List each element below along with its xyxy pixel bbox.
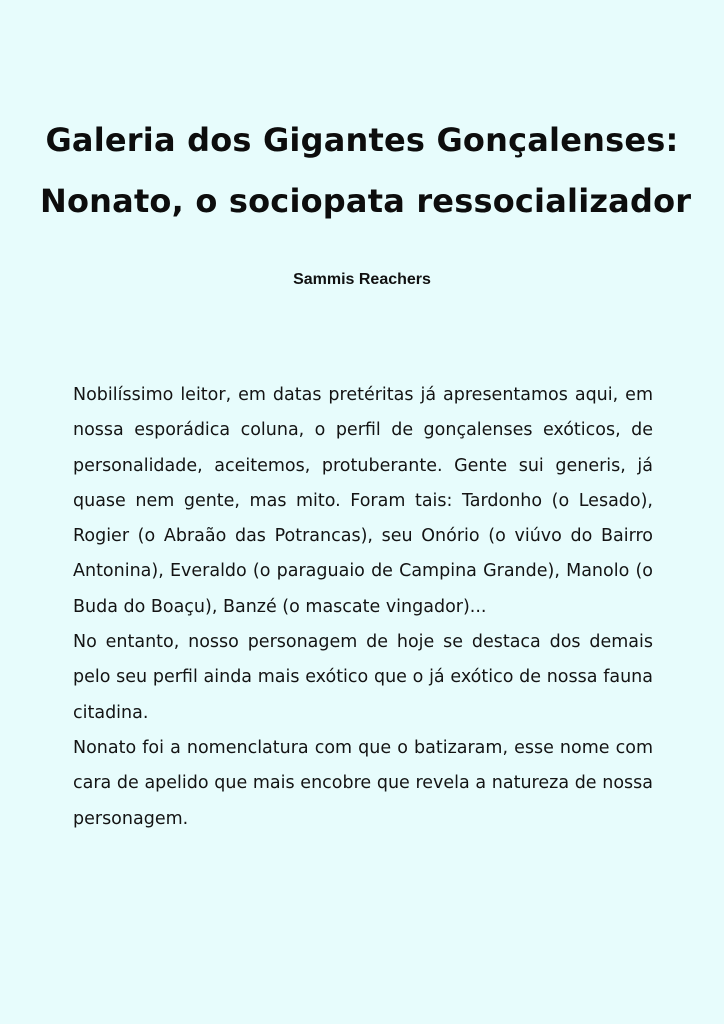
paragraph-3: Nonato foi a nomenclatura com que o batizaram, esse nome com cara de apelido que mais encobre que revela a natureza de nossa personagem. <box>73 737 653 829</box>
article-body <box>73 378 653 837</box>
title-line-2: Nonato, o sociopata ressocializador <box>40 182 692 220</box>
paragraph-2: No entanto, nosso personagem de hoje se destaca dos demais pelo seu perfil ainda mais exótico que o já exótico de nossa fauna citadina. <box>73 632 653 723</box>
page-title <box>40 110 692 232</box>
paragraph-1: Nobilíssimo leitor, em datas pretéritas já apresentamos aqui, em nossa esporádica coluna, o perfil de gonçalenses exóticos, de personalidade, aceitemos, protuberante. Gente sui generis, já quase nem gente, mas mito. Foram tais: Tardonho (o Lesado), Rogier (o Abraão das Potrancas), seu Onório (o viúvo do Bairro Antonina), Everaldo (o paraguaio de Campina Grande), Manolo (o Buda do Boaçu), Banzé (o mascate vingador)... <box>73 385 653 617</box>
title-line-1: Galeria dos Gigantes Gonçalenses: <box>45 121 679 159</box>
author-name: Sammis Reachers <box>293 271 431 288</box>
